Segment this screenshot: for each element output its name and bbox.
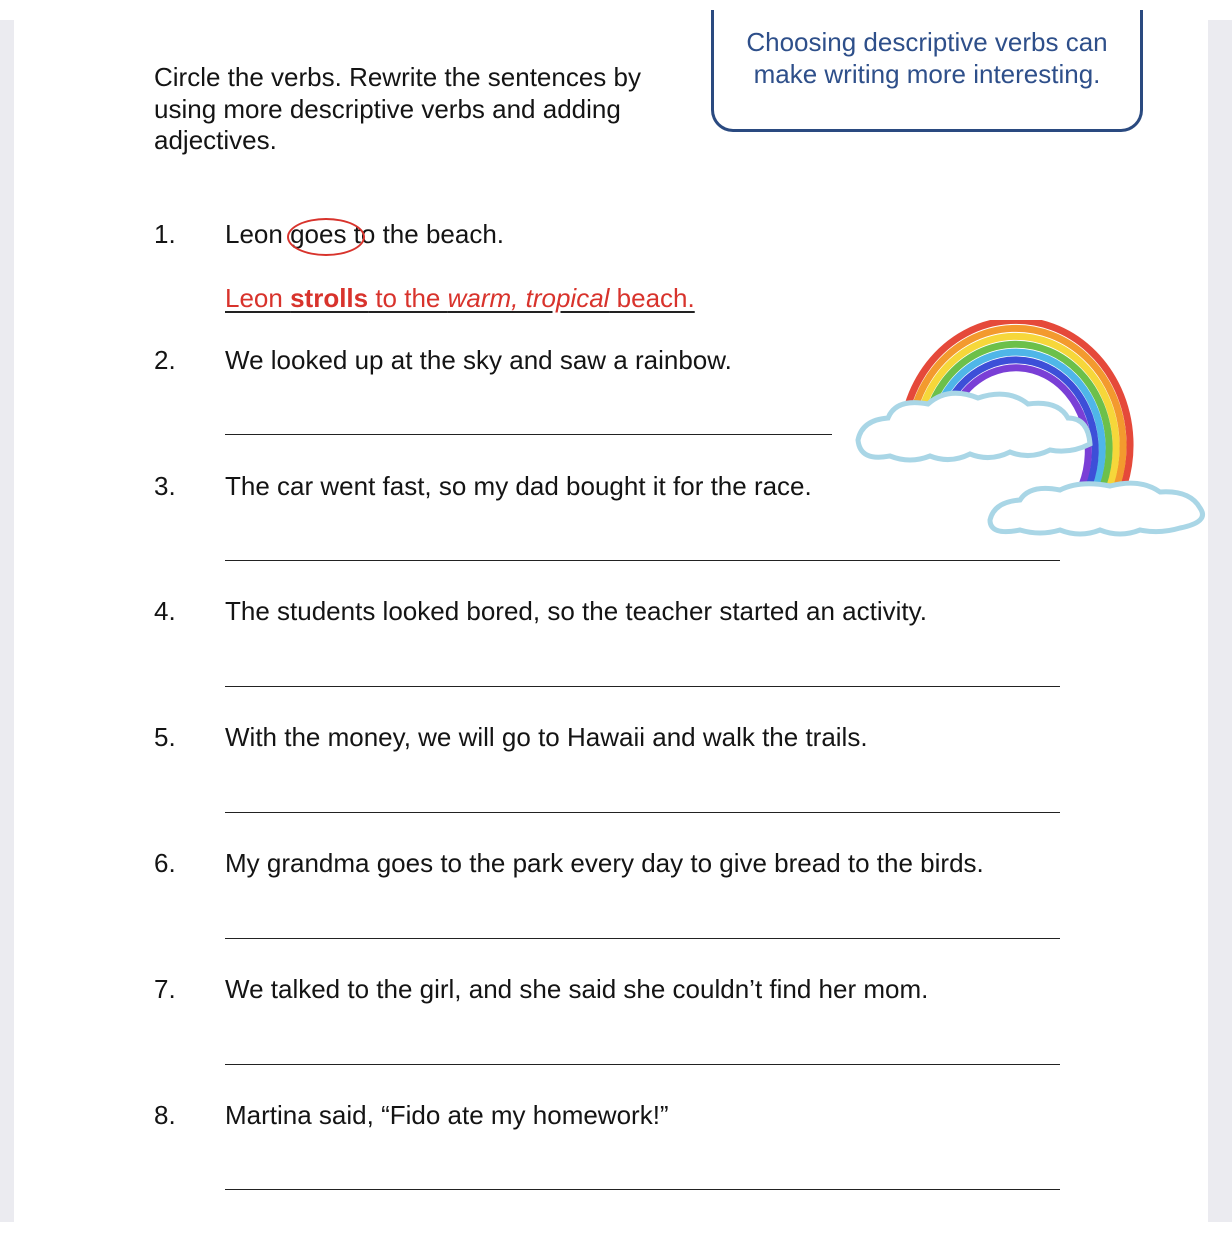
question-text: We looked up at the sky and saw a rainbow. [225,345,732,375]
page-gutter-right [1208,20,1232,1222]
example-answer [225,283,695,314]
question-6 [154,848,984,878]
example-adjectives: warm, tropical [447,283,610,313]
answer-line-7[interactable] [225,1064,1060,1065]
question-number: 2. [154,345,176,375]
answer-line-6[interactable] [225,938,1060,939]
instructions: Circle the verbs. Rewrite the sentences by using more descriptive verbs and adding adjectives. [154,62,641,155]
question-number: 6. [154,848,176,878]
question-8 [154,1100,669,1130]
question-text: With the money, we will go to Hawaii and walk the trails. [225,722,868,752]
question-text: We talked to the girl, and she said she couldn’t find her mom. [225,974,929,1004]
answer-line-2[interactable] [225,434,832,435]
question-text: My grandma goes to the park every day to give bread to the birds. [225,848,984,878]
question-text: Leon goes to the beach. [225,219,505,249]
question-4 [154,596,927,626]
rainbow-illustration [840,320,1232,550]
question-number: 7. [154,974,176,1004]
question-7 [154,974,928,1004]
example-text: Leon [225,283,291,313]
question-2 [154,345,732,375]
example-text: to the [368,283,448,313]
question-text: The students looked bored, so the teacher started an activity. [225,596,927,626]
question-number: 5. [154,722,176,752]
answer-line-5[interactable] [225,812,1060,813]
question-number: 3. [154,471,176,501]
answer-line-4[interactable] [225,686,1060,687]
question-5 [154,722,868,752]
example-text: beach. [609,283,695,313]
cloud-icon [858,393,1090,460]
question-text: The car went fast, so my dad bought it for the race. [225,471,812,501]
question-3 [154,471,812,501]
answer-line-3[interactable] [225,560,1060,561]
question-number: 4. [154,596,176,626]
cloud-icon [990,483,1203,534]
page-gutter-left [0,20,14,1222]
answer-line-8[interactable] [225,1189,1060,1190]
question-number: 1. [154,219,176,249]
question-number: 8. [154,1100,176,1130]
tip-box: Choosing descriptive verbs can make writing more interesting. [711,10,1143,132]
question-text: Martina said, “Fido ate my homework!” [225,1100,669,1130]
example-verb: strolls [290,283,369,313]
verb-circle [287,218,365,256]
